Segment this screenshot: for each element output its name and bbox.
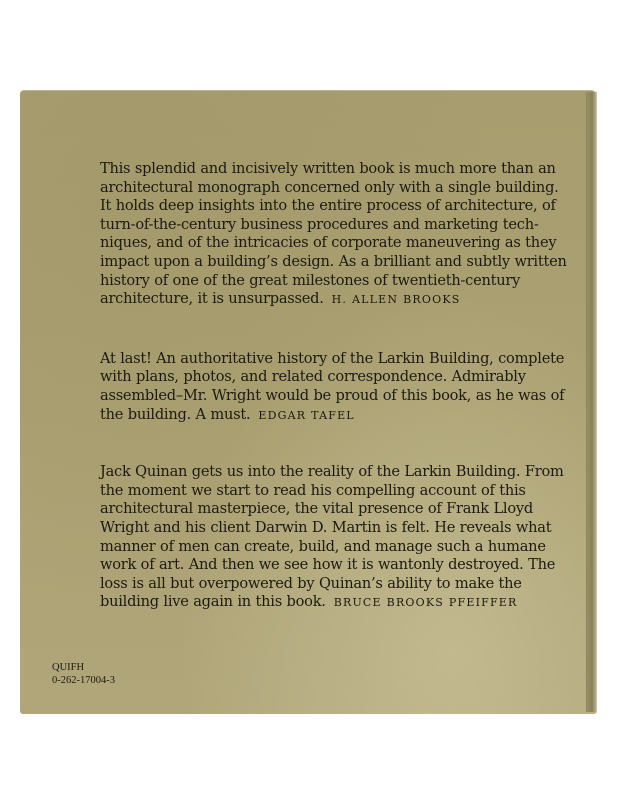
blurb-attribution: H. ALLEN BROOKS (331, 293, 461, 307)
blurb-line: turn-of-the-century business procedures and marketing tech- (100, 215, 539, 233)
blurb-line: manner of men can create, build, and manage such a humane (100, 537, 546, 555)
publisher-code: QUIFH (52, 662, 85, 673)
blurb-line: architectural masterpiece, the vital presence of Frank Lloyd (100, 500, 533, 518)
blurb-line: the moment we start to read his compelling account of this (100, 481, 526, 499)
blurb-line: with plans, photos, and related correspondence. Admirably (100, 368, 526, 386)
blurb-attribution: BRUCE BROOKS PFEIFFER (333, 596, 518, 610)
spine-edge (586, 92, 597, 712)
blurb-line: Jack Quinan gets us into the reality of the Larkin Building. From (100, 463, 564, 481)
blurb-tafel (100, 350, 570, 425)
blurb-line-last (100, 593, 570, 613)
blurb-text: architecture, it is unsurpassed. (100, 290, 324, 308)
blurb-line: history of one of the great milestones of twentieth-century (100, 271, 521, 289)
blurb-line: It holds deep insights into the entire process of architecture, of (100, 197, 556, 215)
blurb-line: Wright and his client Darwin D. Martin is felt. He reveals what (100, 518, 552, 536)
blurb-pfeiffer (100, 463, 570, 613)
blurb-attribution: EDGAR TAFEL (258, 408, 355, 422)
blurb-line-last (100, 290, 570, 310)
blurb-text: the building. A must. (100, 405, 251, 423)
book-back-cover (20, 90, 597, 714)
blurb-line: loss is all but overpowered by Quinan’s ability to make the (100, 574, 522, 592)
blurb-brooks (100, 160, 570, 310)
isbn-number: 0-262-17004-3 (52, 674, 115, 686)
blurb-line: This splendid and incisively written book is much more than an (100, 160, 556, 177)
blurb-line: At last! An authoritative history of the Larkin Building, complete (100, 349, 565, 367)
blurb-line: work of art. And then we see how it is wantonly destroyed. The (100, 556, 556, 574)
blurb-line: assembled–Mr. Wright would be proud of this book, as he was of (100, 386, 565, 404)
blurb-text: building live again in this book. (100, 593, 326, 611)
blurb-line: impact upon a building’s design. As a brilliant and subtly written (100, 252, 567, 270)
blurb-line-last (100, 406, 570, 426)
blurb-line: niques, and of the intricacies of corporate maneuvering as they (100, 234, 557, 252)
blurb-line: architectural monograph concerned only with a single building. (100, 178, 559, 196)
isbn-block (52, 662, 115, 687)
blurb-section (100, 160, 570, 613)
